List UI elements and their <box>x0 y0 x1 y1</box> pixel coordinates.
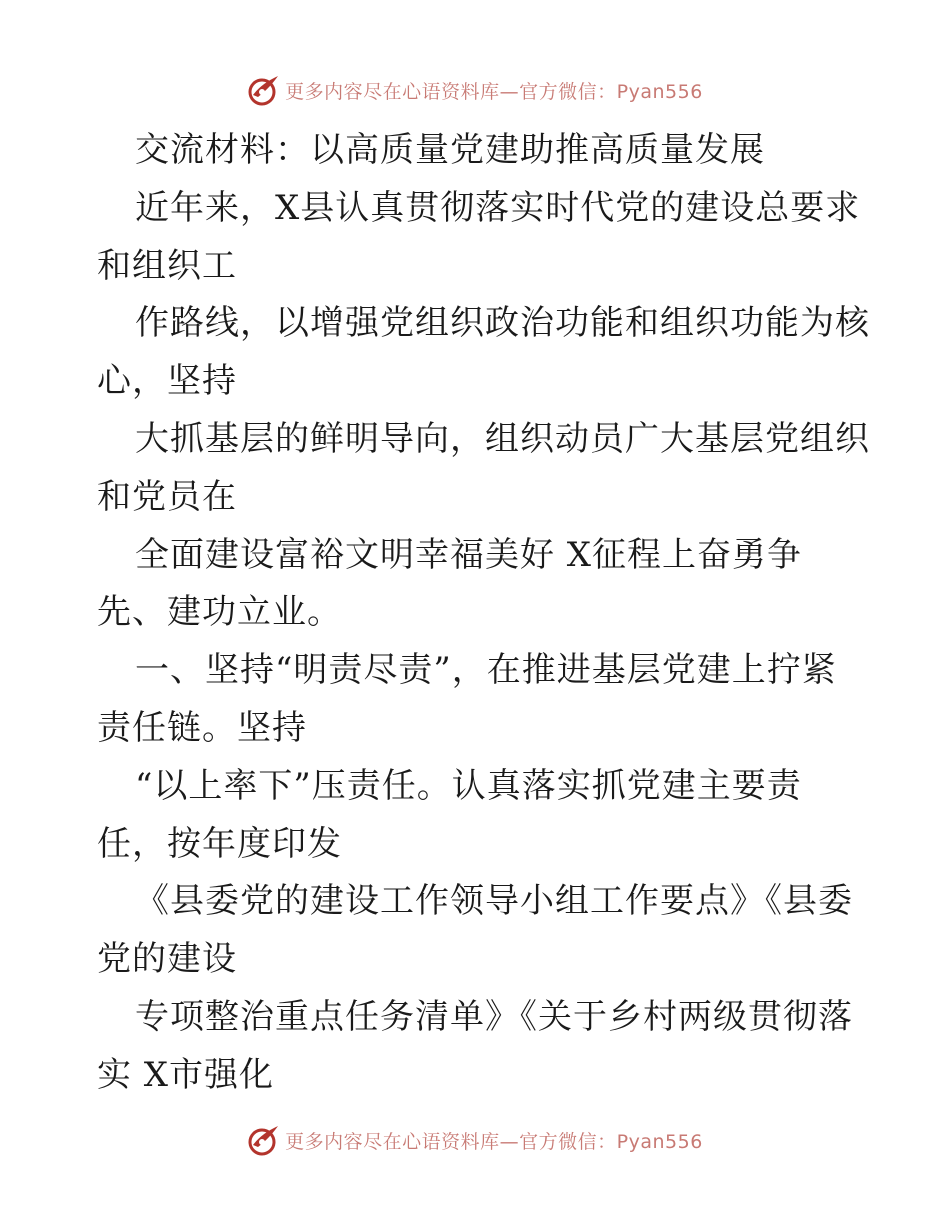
quill-logo-icon <box>247 1123 281 1157</box>
paragraph-line: 大抓基层的鲜明导向，组织动员广大基层党组织 <box>135 418 870 459</box>
document-title: 交流材料：以高质量党建助推高质量发展 <box>135 130 765 170</box>
paragraph-line: 先、建功立业。 <box>97 592 342 633</box>
paragraph-line: “以上率下”压责任。认真落实抓党建主要责 <box>135 765 802 806</box>
paragraph-line: 《县委党的建设工作领导小组工作要点》《县委 <box>135 881 853 922</box>
paragraph-line: 任，按年度印发 <box>97 823 342 864</box>
paragraph-line: 作路线，以增强党组织政治功能和组织功能为核 <box>135 303 870 344</box>
paragraph-line: 和组织工 <box>97 245 237 286</box>
quill-logo-icon <box>247 73 281 107</box>
paragraph-line: 和党员在 <box>97 476 237 517</box>
paragraph-line: 党的建设 <box>97 939 237 980</box>
header-banner-text: 更多内容尽在心语资料库—官方微信：Pyan556 <box>285 80 703 103</box>
footer-banner <box>0 1120 950 1160</box>
paragraph-line: 全面建设富裕文明幸福美好 X征程上奋勇争 <box>135 534 803 575</box>
paragraph-line: 近年来，X县认真贯彻落实时代党的建设总要求 <box>135 187 861 228</box>
section-heading-line: 一、坚持“明责尽责”，在推进基层党建上拧紧 <box>135 650 837 691</box>
footer-banner-text: 更多内容尽在心语资料库—官方微信：Pyan556 <box>285 1130 703 1153</box>
paragraph-line: 实 X市强化 <box>97 1054 275 1095</box>
paragraph-line: 专项整治重点任务清单》《关于乡村两级贯彻落 <box>135 996 853 1037</box>
document-body <box>97 122 870 1105</box>
header-banner <box>0 70 950 110</box>
paragraph-line: 心，坚持 <box>97 361 237 402</box>
paragraph-line: 责任链。坚持 <box>97 707 307 748</box>
